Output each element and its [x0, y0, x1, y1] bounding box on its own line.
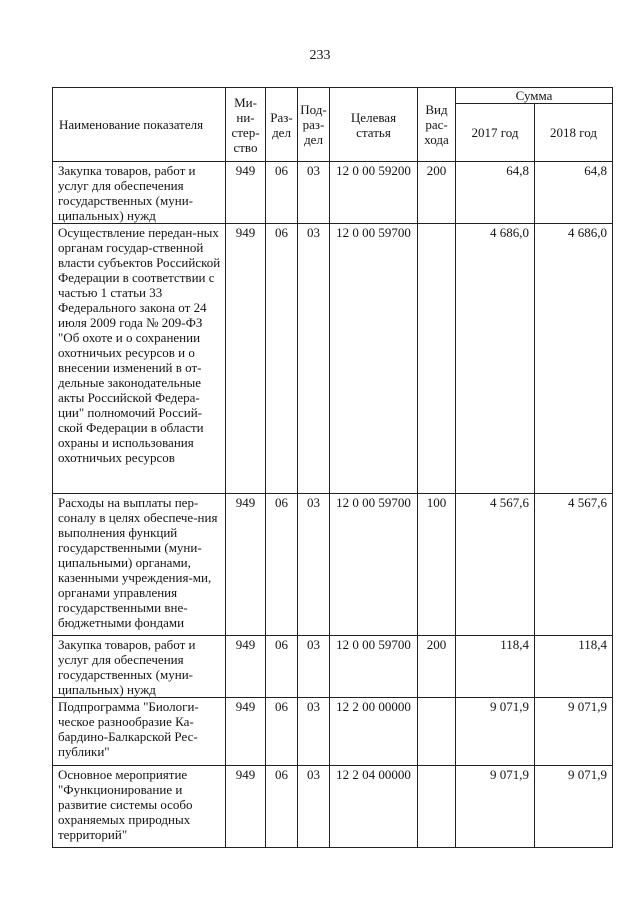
- row-section: 06: [266, 494, 298, 636]
- row-subsection: 03: [298, 224, 330, 494]
- row-name: Подпрограмма "Биологи-ческое разнообразие Ка-бардино-Балкарской Рес-публики": [53, 698, 226, 766]
- row-target: 12 0 00 59700: [330, 224, 418, 494]
- row-ministry: 949: [226, 494, 266, 636]
- row-subsection: 03: [298, 636, 330, 698]
- row-expense-type: 100: [418, 494, 456, 636]
- row-sum-2017: 9 071,9: [456, 698, 535, 766]
- budget-table: [52, 87, 613, 848]
- row-target: 12 0 00 59700: [330, 494, 418, 636]
- header-section: Раз- дел: [266, 88, 298, 162]
- header-target: Целевая статья: [330, 88, 418, 162]
- row-sum-2017: 64,8: [456, 162, 535, 224]
- row-target: 12 2 00 00000: [330, 698, 418, 766]
- row-expense-type: 200: [418, 636, 456, 698]
- row-sum-2018: 118,4: [535, 636, 613, 698]
- row-expense-type: [418, 698, 456, 766]
- row-ministry: 949: [226, 162, 266, 224]
- row-target: 12 2 04 00000: [330, 766, 418, 848]
- page-number: 233: [309, 48, 331, 63]
- table-row: [53, 494, 613, 636]
- table-row: [53, 224, 613, 494]
- row-subsection: 03: [298, 698, 330, 766]
- row-expense-type: [418, 224, 456, 494]
- row-ministry: 949: [226, 636, 266, 698]
- row-ministry: 949: [226, 224, 266, 494]
- row-target: 12 0 00 59700: [330, 636, 418, 698]
- header-year-2018: 2018 год: [535, 104, 613, 162]
- row-subsection: 03: [298, 766, 330, 848]
- row-sum-2018: 9 071,9: [535, 698, 613, 766]
- row-expense-type: [418, 766, 456, 848]
- row-section: 06: [266, 766, 298, 848]
- header-ministry: Ми- ни- стер- ство: [226, 88, 266, 162]
- row-ministry: 949: [226, 698, 266, 766]
- row-sum-2018: 4 686,0: [535, 224, 613, 494]
- row-name: Закупка товаров, работ и услуг для обеспечения государственных (муни-ципальных) нужд: [53, 636, 226, 698]
- table-row: [53, 698, 613, 766]
- row-expense-type: 200: [418, 162, 456, 224]
- header-expense-type: Вид рас- хода: [418, 88, 456, 162]
- row-sum-2018: 4 567,6: [535, 494, 613, 636]
- header-subsection: Под- раз- дел: [298, 88, 330, 162]
- row-ministry: 949: [226, 766, 266, 848]
- row-sum-2017: 4 567,6: [456, 494, 535, 636]
- row-name: Закупка товаров, работ и услуг для обеспечения государственных (муни-ципальных) нужд: [53, 162, 226, 224]
- table-row: [53, 162, 613, 224]
- header-sum: Сумма: [456, 88, 613, 104]
- row-sum-2017: 118,4: [456, 636, 535, 698]
- row-subsection: 03: [298, 494, 330, 636]
- row-name: Основное мероприятие "Функционирование и развитие системы особо охраняемых природных территорий": [53, 766, 226, 848]
- row-section: 06: [266, 162, 298, 224]
- header-name: Наименование показателя: [53, 88, 226, 162]
- table-row: [53, 766, 613, 848]
- row-name: Расходы на выплаты пер-соналу в целях обеспече-ния выполнения функций государственными (муни-ципальными) органами, казенными учреждения-ми, органами управления государственными вне-бюджетными фондами: [53, 494, 226, 636]
- row-section: 06: [266, 698, 298, 766]
- row-section: 06: [266, 636, 298, 698]
- row-sum-2017: 4 686,0: [456, 224, 535, 494]
- row-subsection: 03: [298, 162, 330, 224]
- row-sum-2017: 9 071,9: [456, 766, 535, 848]
- row-sum-2018: 9 071,9: [535, 766, 613, 848]
- row-target: 12 0 00 59200: [330, 162, 418, 224]
- table-row: [53, 636, 613, 698]
- row-section: 06: [266, 224, 298, 494]
- row-name: Осуществление передан-ных органам государ-ственной власти субъектов Российской Федерации в соответствии с частью 1 статьи 33 Федерального закона от 24 июля 2009 года № 209-ФЗ "Об охоте и о сохранении охотничьих ресурсов и о внесении изменений в от-дельные законодательные акты Российской Федера-ции" полномочий Россий-ской Федерации в области охраны и использования охотничьих ресурсов: [53, 224, 226, 494]
- row-sum-2018: 64,8: [535, 162, 613, 224]
- header-year-2017: 2017 год: [456, 104, 535, 162]
